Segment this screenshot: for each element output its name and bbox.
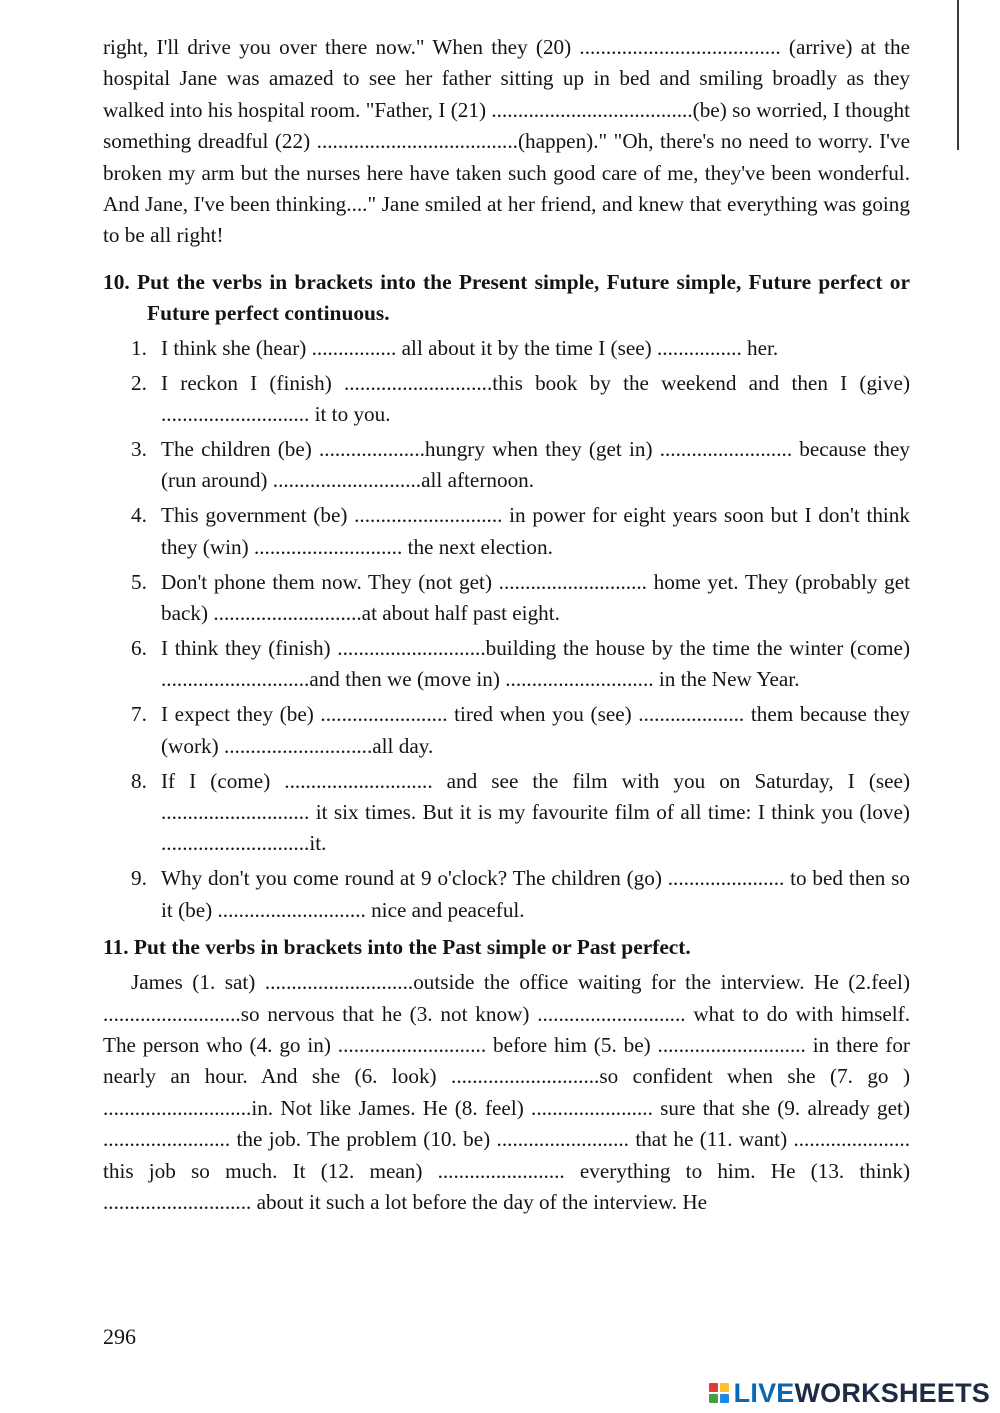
item-number: 7. xyxy=(131,702,147,727)
logo-square xyxy=(720,1394,729,1403)
logo-square xyxy=(709,1383,718,1392)
worksheet-page xyxy=(103,32,910,1218)
item-number: 5. xyxy=(131,569,147,594)
intro-paragraph: right, I'll drive you over there now." When they (20) ...................................... (arrive) at the hospital Jane was amazed to see her father sitting up in bed and smiling broadly as they walked into his hospital room. "Father, I (21) ......................................(be) so worried, I thought something dreadful (22) ......................................(happen)." "Oh, there's no need to worry. I've broken my arm but the nurses here have taken such good care of me, they've been wonderful. And Jane, I've been thinking...." Jane smiled at her friend, and knew that everything was going to be all right! xyxy=(103,35,910,248)
brand-prefix: LIVE xyxy=(733,1377,795,1408)
item-text: The children (be) ....................hungry when they (get in) ......................... because they (run around) ............................all afternoon. xyxy=(161,437,910,493)
exercise-10-title: 10. Put the verbs in brackets into the Present simple, Future simple, Future perfect or Future perfect continuous. xyxy=(103,269,910,325)
list-item xyxy=(103,333,910,364)
list-item xyxy=(103,863,910,926)
item-text: If I (come) ............................ and see the film with you on Saturday, I (see) ............................ it six times. But it is my favourite film of all time: I think you (love) ............................it. xyxy=(161,768,910,856)
item-text: Don't phone them now. They (not get) ............................ home yet. They (probably get back) ............................at about half past eight. xyxy=(161,569,910,626)
exercise-11-title: 11. Put the verbs in brackets into the Past simple or Past perfect. xyxy=(103,935,691,960)
brand-text xyxy=(734,1378,990,1409)
item-number: 9. xyxy=(131,866,147,891)
item-text: I reckon I (finish) ............................this book by the weekend and then I (give) ............................ it to you. xyxy=(161,370,910,427)
item-text: I expect they (be) ........................ tired when you (see) .................... them because they (work) ............................all day. xyxy=(161,702,910,758)
list-item xyxy=(103,434,910,497)
item-number: 3. xyxy=(131,437,147,462)
liveworksheets-logo-icon xyxy=(709,1383,729,1403)
list-item xyxy=(103,699,910,762)
list-item xyxy=(103,368,910,431)
exercise-11-story: James (1. sat) ............................outside the office waiting for the interview. He (2.feel) ..........................so nervous that he (3. not know) ............................ what to do with himself. The person who (4. go in) ............................ before him (5. be) ............................ in there for nearly an hour. And she (6. look) ............................so confident when she (7. go ) ............................in. Not like James. He (8. feel) ....................... sure that she (9. already get) ........................ the job. The problem (10. be) ......................... that he (11. want) ...................... this job so much. It (12. mean) ........................ everything to him. He (13. think) ............................ about it such a lot before the day of the interview. He xyxy=(103,970,910,1214)
item-text: I think she (hear) ................ all about it by the time I (see) ................ her. xyxy=(161,335,779,360)
item-text: Why don't you come round at 9 o'clock? The children (go) ...................... to bed then so it (be) ............................ nice and peaceful. xyxy=(161,866,910,922)
liveworksheets-logo[interactable] xyxy=(709,1378,990,1408)
list-item xyxy=(103,766,910,860)
scan-edge-line xyxy=(957,0,959,150)
item-number: 2. xyxy=(131,370,147,395)
list-item xyxy=(103,633,910,696)
logo-square xyxy=(720,1383,729,1392)
item-number: 6. xyxy=(131,636,147,660)
item-text: I think they (finish) ............................building the house by the time the winter (come) ............................and then we (move in) ............................ in the New Year. xyxy=(161,636,910,692)
brand-suffix: WORKSHEETS xyxy=(794,1377,990,1408)
item-number: 1. xyxy=(131,335,147,360)
list-item xyxy=(103,567,910,630)
item-number: 4. xyxy=(131,503,147,528)
list-item xyxy=(103,500,910,563)
item-text: This government (be) ............................ in power for eight years soon but I don't think they (win) ............................ the next election. xyxy=(161,503,910,559)
logo-square xyxy=(709,1394,718,1403)
page-number: 296 xyxy=(103,1324,136,1349)
exercise-10-list xyxy=(103,333,910,926)
item-number: 8. xyxy=(131,768,147,793)
